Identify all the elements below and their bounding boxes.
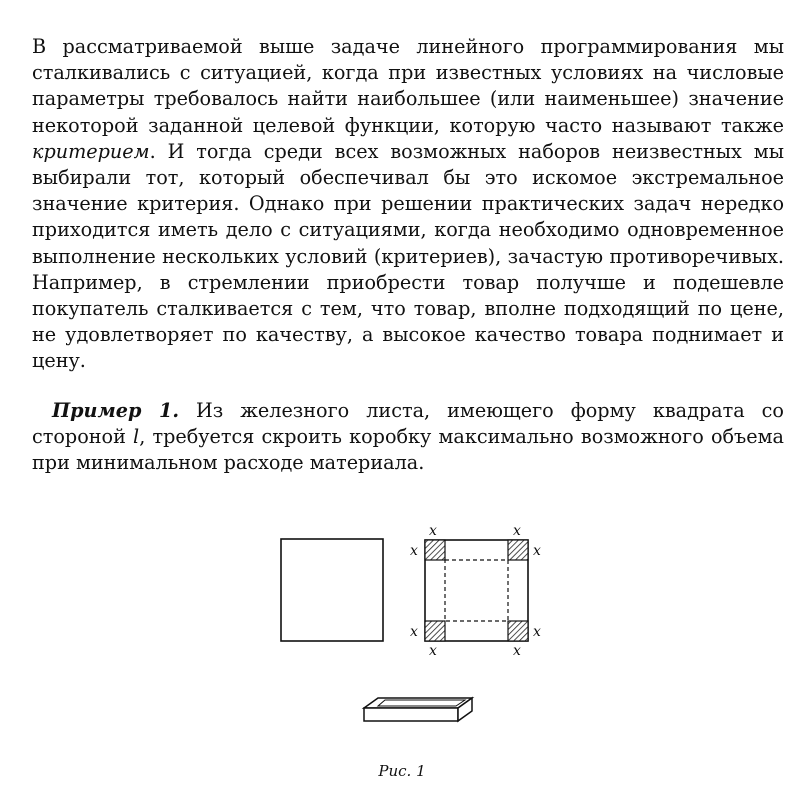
label-x-left-lower: x xyxy=(410,624,418,640)
intro-paragraph xyxy=(32,34,784,375)
intro-text-b: . И тогда среди всех возможных наборов неизвестных мы выбирали тот, который обеспечивал бы это искомое экстремальное значение критерия. Однако при решении практических задач нередко приходится иметь дело с ситуациями, когда необходимо одновременное выполнение нескольких условий (критериев), зачастую противоречивых. Например, в стремлении приобрести товар получше и подешевле покупатель сталкивается с тем, что товар, вполне подходящий по цене, не удовлетворяет по качеству, а высокое качество товара поднимает и цену. xyxy=(32,139,784,373)
label-x-bottom-right: x xyxy=(513,643,521,659)
example-text-a: Из железного листа, имеющего форму квадрата со стороной xyxy=(32,399,784,449)
layout-outer-square xyxy=(425,540,528,641)
box-front-side xyxy=(364,708,458,721)
corner-cut-top-right xyxy=(508,540,528,560)
example-text-b: , требуется скроить коробку максимально возможного объема при минимальном расходе материала. xyxy=(32,425,784,475)
box-inner-rim xyxy=(378,700,465,706)
example-heading: Пример 1. xyxy=(52,399,179,422)
iron-sheet-square xyxy=(281,539,383,641)
term-criterion: критерием xyxy=(32,139,150,163)
variable-l: l xyxy=(133,425,140,449)
intro-text-a: В рассматриваемой выше задаче линейного программирования мы сталкивались с ситуацией, когда при известных условиях на числовые параметры требовалось найти наибольшее (или наименьшее) значение некоторой заданной целевой функции, которую часто называют также xyxy=(32,35,784,137)
label-x-right-upper: x xyxy=(533,543,541,559)
fold-lines xyxy=(445,560,508,621)
box-top-rim xyxy=(364,698,472,708)
corner-cut-bottom-right xyxy=(508,621,528,641)
corner-cut-top-left xyxy=(425,540,445,560)
corner-cut-bottom-left xyxy=(425,621,445,641)
label-x-top-right: x xyxy=(513,523,521,539)
example-paragraph xyxy=(32,398,784,477)
cut-layout xyxy=(425,540,528,641)
open-box xyxy=(364,698,472,721)
label-x-bottom-left: x xyxy=(429,643,437,659)
label-x-left-upper: x xyxy=(410,543,418,559)
box-right-side xyxy=(458,698,472,721)
label-x-top-left: x xyxy=(429,523,437,539)
figure-caption: Рис. 1 xyxy=(378,762,426,780)
label-x-right-lower: x xyxy=(533,624,541,640)
